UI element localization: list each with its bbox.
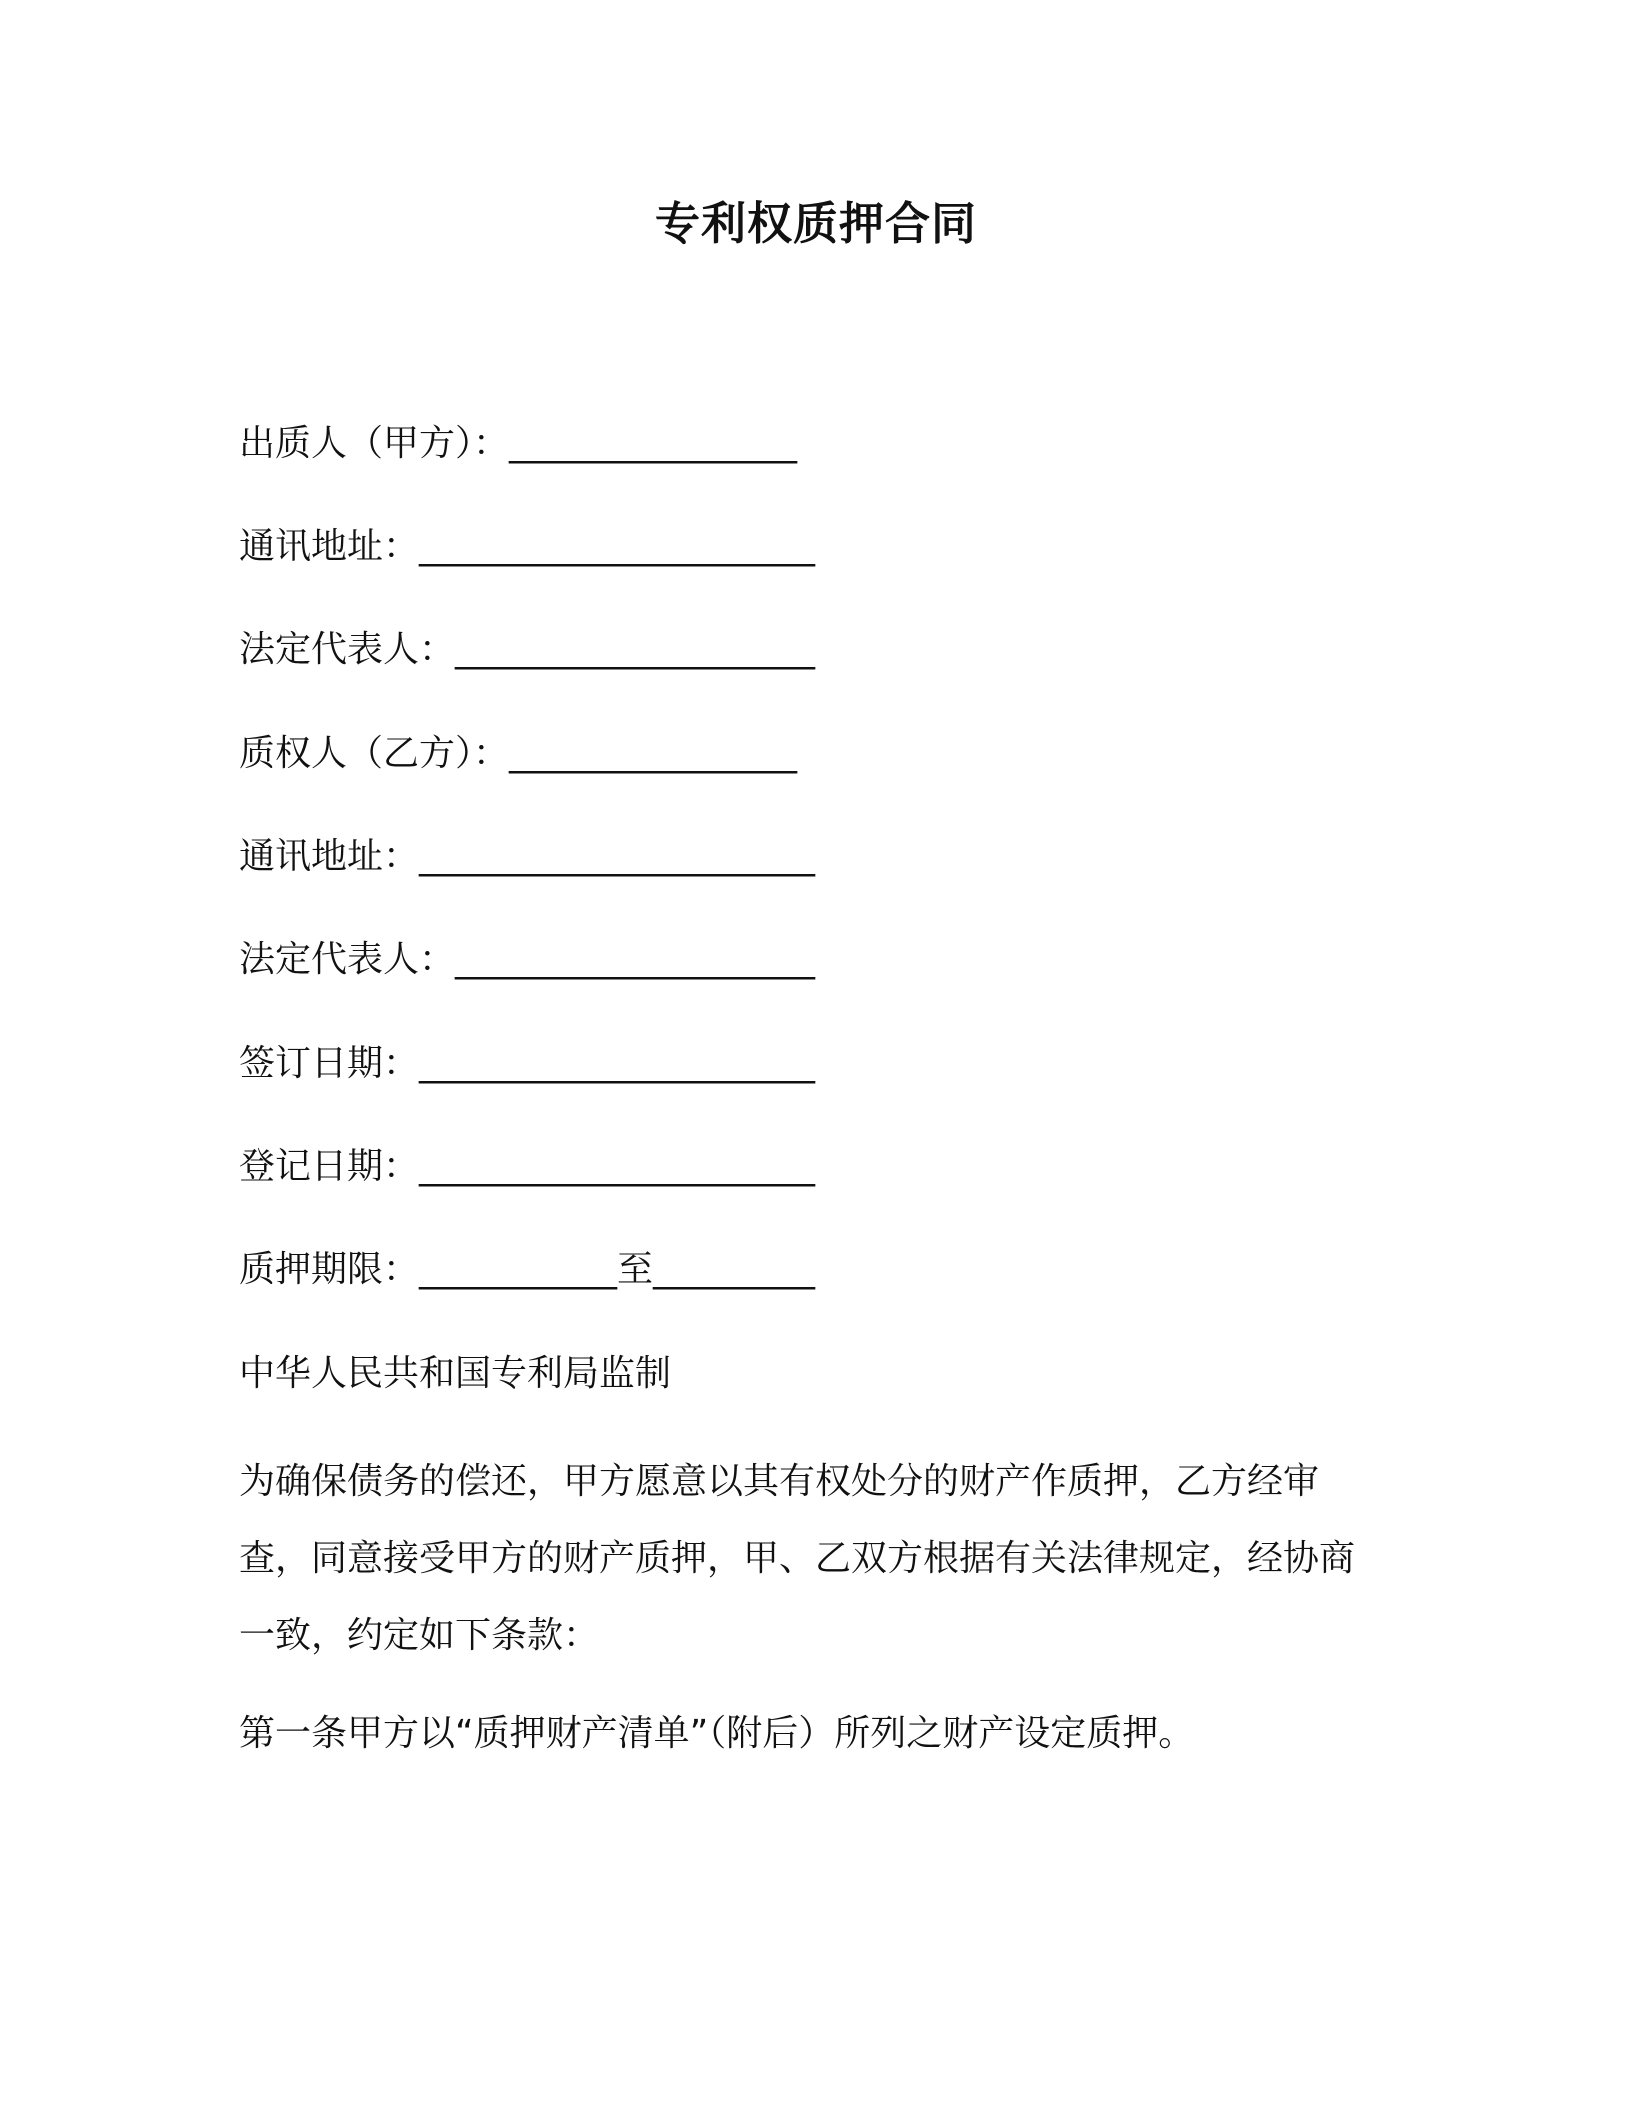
pledgee-label: 质权人（乙方）：	[239, 733, 510, 774]
pledgee-representative-blank: ____________________	[455, 939, 816, 980]
pledge-term-blank: ___________至_________	[419, 1249, 816, 1290]
pledgee-blank: ________________	[509, 733, 798, 774]
pledgee-address-field	[239, 833, 815, 881]
signing-date-blank: ______________________	[419, 1043, 816, 1084]
pledgor-address-field	[239, 523, 815, 571]
supervisor-line: 中华人民共和国专利局监制	[239, 1353, 672, 1394]
pledgee-address-blank: ______________________	[419, 836, 816, 877]
pledgor-label: 出质人（甲方）：	[239, 423, 510, 464]
signing-date-label: 签订日期：	[239, 1043, 420, 1084]
pledge-term-field	[239, 1246, 815, 1294]
pledgor-address-blank: ______________________	[419, 526, 816, 567]
pledgee-representative-field	[239, 936, 815, 984]
registration-date-label: 登记日期：	[239, 1146, 420, 1187]
signing-date-field	[239, 1040, 815, 1088]
pledgor-blank: ________________	[509, 423, 798, 464]
registration-date-blank: ______________________	[419, 1146, 816, 1187]
pledgor-representative-blank: ____________________	[455, 629, 816, 670]
pledgor-representative-label: 法定代表人：	[239, 629, 456, 670]
pledgor-representative-field	[239, 626, 815, 674]
registration-date-field	[239, 1143, 815, 1191]
document-title: 专利权质押合同	[654, 197, 977, 250]
article-1: 第一条甲方以“质押财产清单”（附后）所列之财产设定质押。	[239, 1713, 1195, 1754]
pledgor-field	[239, 420, 797, 468]
pledgee-address-label: 通讯地址：	[239, 836, 420, 877]
pledgor-address-label: 通讯地址：	[239, 526, 420, 567]
pledge-term-label: 质押期限：	[239, 1249, 420, 1290]
intro-paragraph: 为确保债务的偿还，甲方愿意以其有权处分的财产作质押，乙方经审查，同意接受甲方的财产质押，甲、乙双方根据有关法律规定，经协商一致，约定如下条款：	[239, 1461, 1356, 1656]
pledgee-representative-label: 法定代表人：	[239, 939, 456, 980]
pledgee-field	[239, 730, 797, 778]
